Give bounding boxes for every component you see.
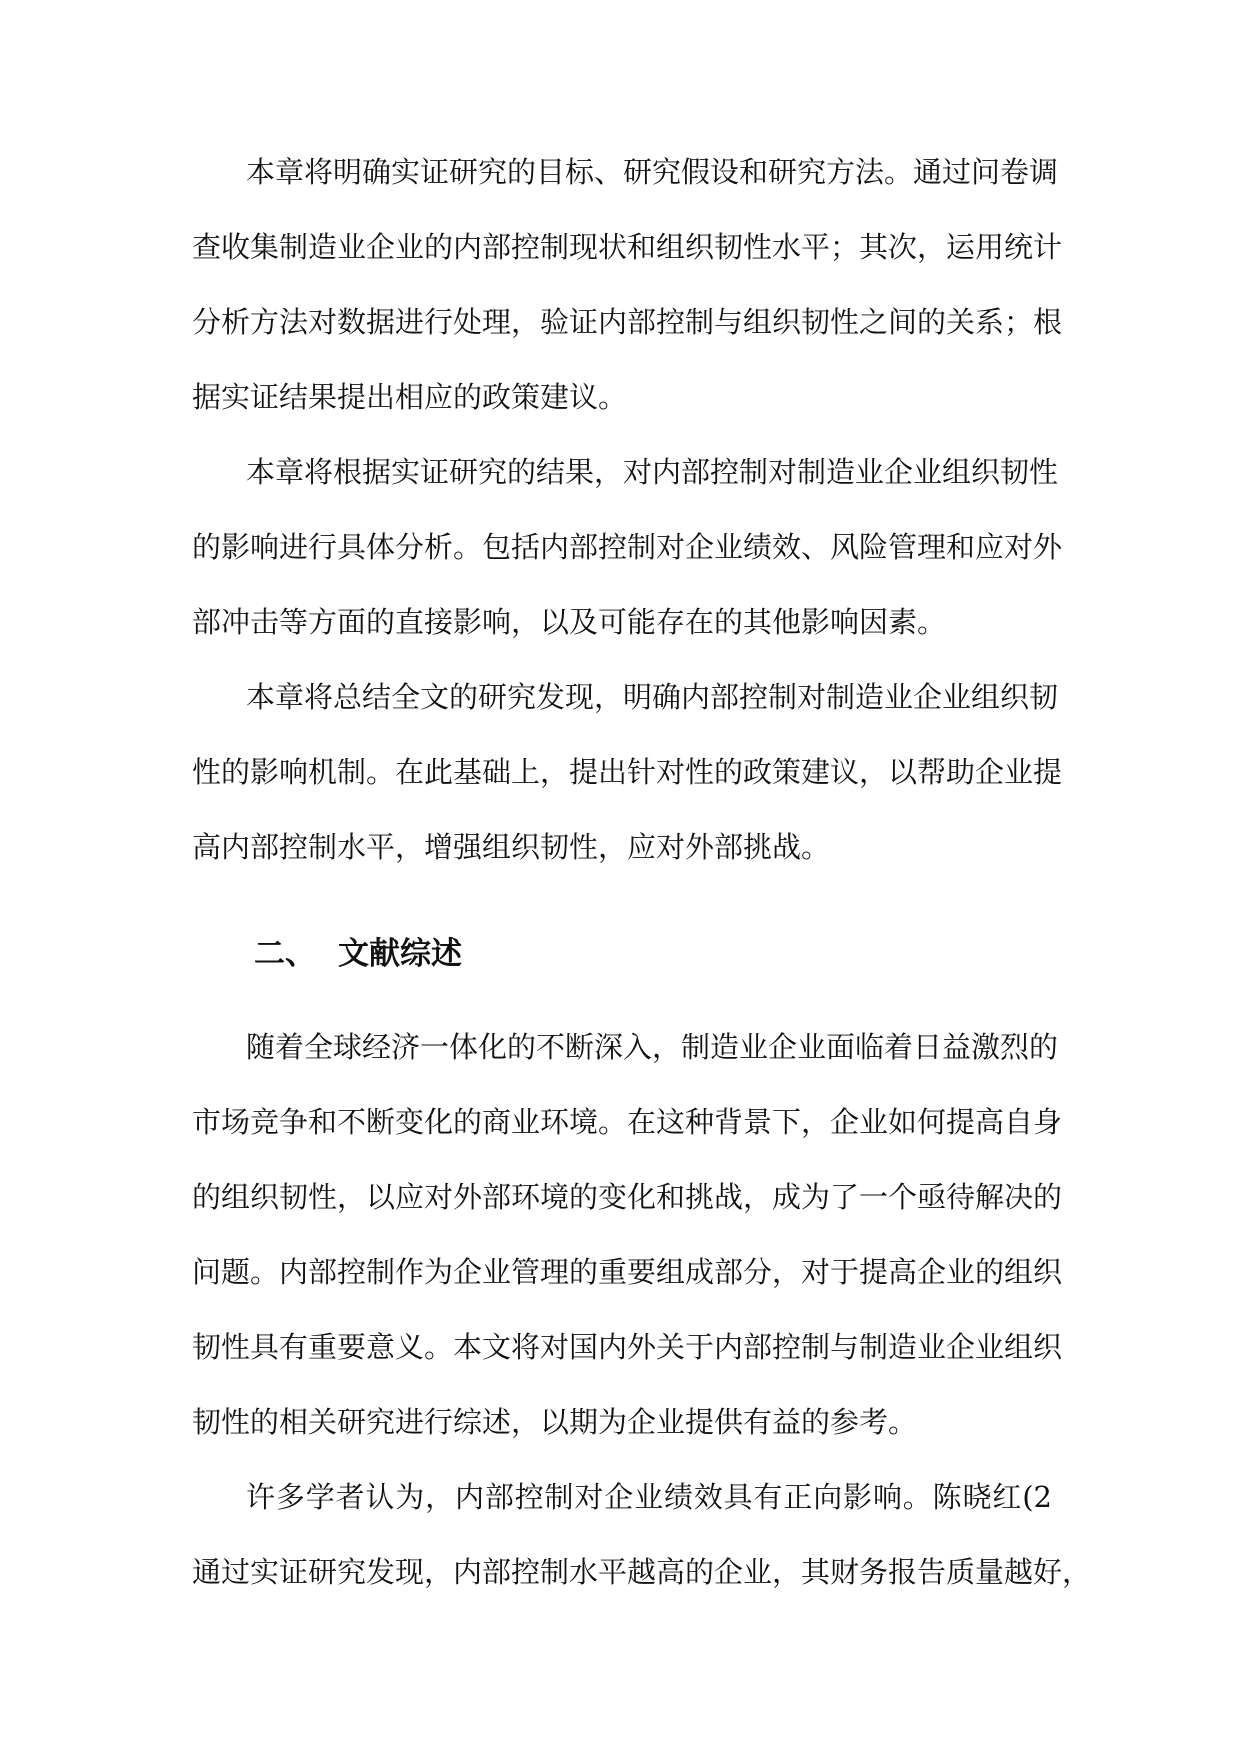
paragraph-3-line-3: 高内部控制水平，增强组织韧性，应对外部挑战。 — [192, 830, 831, 864]
paragraph-2-line-2: 的影响进行具体分析。包括内部控制对企业绩效、风险管理和应对外 — [192, 530, 1063, 564]
paragraph-5-line-1: 许多学者认为，内部控制对企业绩效具有正向影响。陈晓红(2 — [246, 1480, 1052, 1514]
paragraph-2-line-3: 部冲击等方面的直接影响，以及可能存在的其他影响因素。 — [192, 605, 947, 639]
section-number: 二、 — [254, 936, 316, 972]
paragraph-5-line-2: 通过实证研究发现，内部控制水平越高的企业，其财务报告质量越好， — [192, 1555, 1092, 1589]
paragraph-4-line-3: 的组织韧性，以应对外部环境的变化和挑战，成为了一个亟待解决的 — [192, 1180, 1063, 1214]
paragraph-1-line-1: 本章将明确实证研究的目标、研究假设和研究方法。通过问卷调 — [246, 155, 1059, 189]
paragraph-2-line-1: 本章将根据实证研究的结果，对内部控制对制造业企业组织韧性 — [246, 455, 1059, 489]
paragraph-1-line-4: 据实证结果提出相应的政策建议。 — [192, 380, 628, 414]
paragraph-4-line-1: 随着全球经济一体化的不断深入，制造业企业面临着日益激烈的 — [246, 1030, 1059, 1064]
section-heading — [254, 932, 462, 976]
paragraph-1-line-2: 查收集制造业企业的内部控制现状和组织韧性水平；其次，运用统计 — [192, 230, 1063, 264]
paragraph-4-line-5: 韧性具有重要意义。本文将对国内外关于内部控制与制造业企业组织 — [192, 1330, 1063, 1364]
paragraph-4-line-6: 韧性的相关研究进行综述，以期为企业提供有益的参考。 — [192, 1405, 918, 1439]
paragraph-4-line-2: 市场竞争和不断变化的商业环境。在这种背景下，企业如何提高自身 — [192, 1105, 1063, 1139]
paragraph-3-line-2: 性的影响机制。在此基础上，提出针对性的政策建议，以帮助企业提 — [192, 755, 1063, 789]
paragraph-1-line-3: 分析方法对数据进行处理，验证内部控制与组织韧性之间的关系；根 — [192, 305, 1063, 339]
paragraph-4-line-4: 问题。内部控制作为企业管理的重要组成部分，对于提高企业的组织 — [192, 1255, 1063, 1289]
section-title: 文献综述 — [338, 936, 462, 972]
paragraph-3-line-1: 本章将总结全文的研究发现，明确内部控制对制造业企业组织韧 — [246, 680, 1059, 714]
